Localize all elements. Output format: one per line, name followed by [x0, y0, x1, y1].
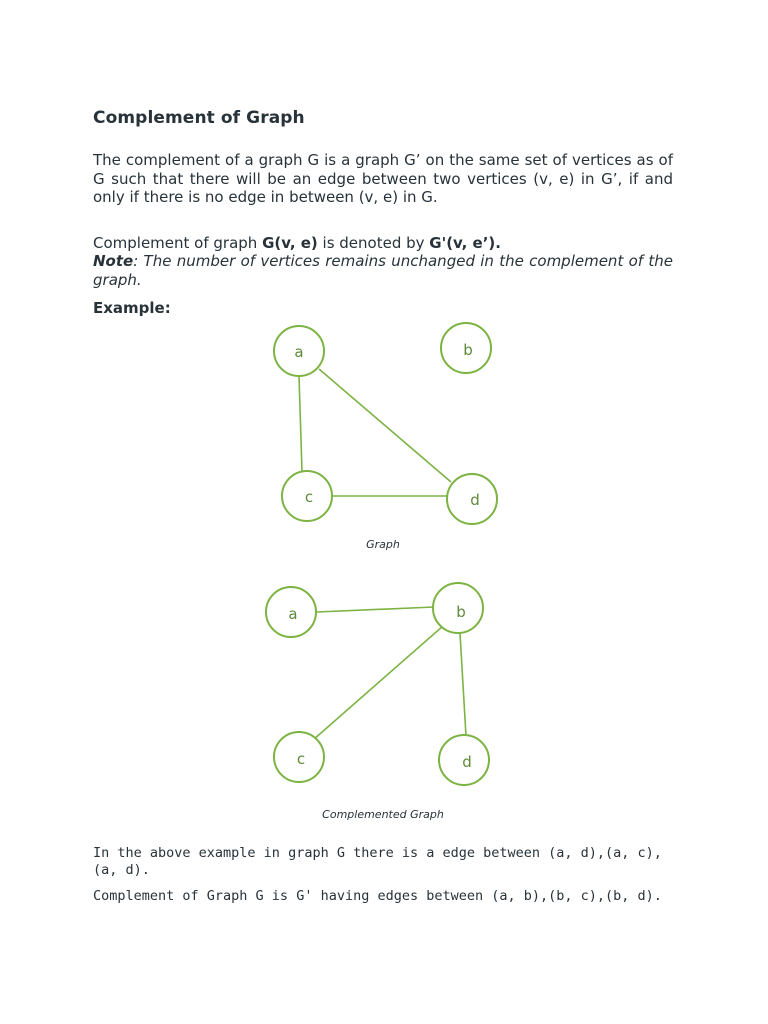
node-label-c: c — [296, 750, 306, 768]
complement-graph-caption: Complemented Graph — [322, 808, 444, 821]
denoted-prefix: Complement of graph — [93, 234, 263, 252]
edge-b-c — [313, 626, 443, 740]
complement-node-d — [439, 735, 489, 785]
node-label-d: d — [462, 753, 472, 771]
node-label-b: b — [456, 603, 466, 621]
node-label-a: a — [288, 605, 298, 623]
node-label-c: c — [304, 488, 314, 506]
node-label-a: a — [294, 343, 304, 361]
complement-node-b — [433, 583, 483, 633]
complement-graph-diagram — [93, 0, 673, 820]
intro-paragraph: The complement of a graph G is a graph G’ on the same set of vertices as of G such that there will be an edge between two vertices (v, e) in G’, if and only if there is no edge in between (v, e) in G. — [93, 151, 673, 206]
example-label: Example: — [93, 299, 171, 317]
denoted-middle: is denoted by — [317, 234, 430, 252]
note-text: : The number of vertices remains unchanged in the complement of the graph. — [93, 252, 673, 289]
edge-a-b — [317, 607, 434, 612]
node-label-d: d — [470, 491, 480, 509]
graph-caption: Graph — [366, 538, 400, 551]
explanation-text-2: Complement of Graph G is G' having edges between (a, b),(b, c),(b, d). — [93, 888, 662, 904]
node-label-b: b — [463, 341, 473, 359]
graph-notation: G(v, e) — [262, 234, 318, 252]
edge-b-d — [460, 633, 466, 736]
page-title: Complement of Graph — [93, 108, 305, 128]
note-label: Note — [93, 252, 134, 270]
explanation-text-1: In the above example in graph G there is a edge between (a, d),(a, c),(a, d). — [93, 845, 662, 878]
complement-node-c — [274, 732, 324, 782]
complement-notation: G'(v, e’). — [429, 234, 501, 252]
complement-node-a — [266, 587, 316, 637]
